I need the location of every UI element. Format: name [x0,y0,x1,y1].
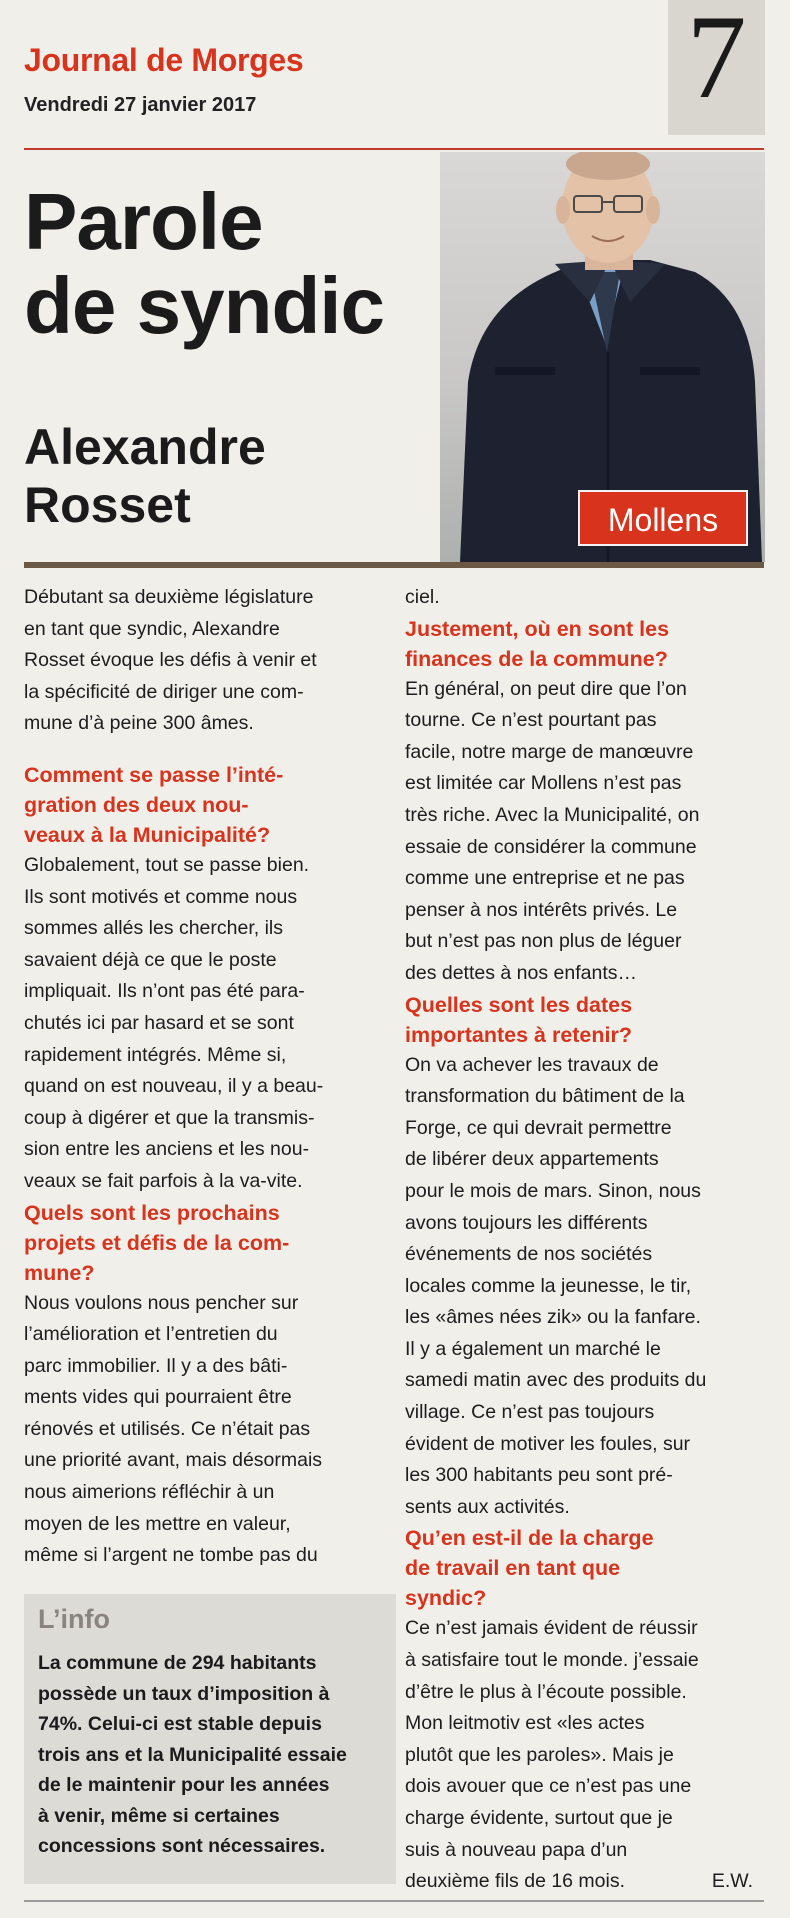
info-box-text: La commune de 294 habitants possède un taux d’imposition à 74%. Celui-ci est stable depuis trois ans et la Municipalité essaie de le maintenir pour les années à venir, même si certaines concessions sont nécessaires. [38,1652,347,1857]
headline-rule [24,562,764,568]
headline-line-2: de syndic [24,261,385,350]
question-heading: Comment se passe l’inté- gration des deux nou- veaux à la Municipalité? [24,762,284,847]
header-rule [24,148,764,150]
author-signature: E.W. [711,1870,753,1893]
answer-paragraph: En général, on peut dire que l’on tourne. Ce n’est pourtant pas facile, notre marge de manœuvre est limitée car Mollens n’est pas très riche. Avec la Municipalité, on essaie de considérer la commune comme une entreprise et ne pas penser à nos intérêts privés. Le but n’est pas non plus de léguer des dettes à nos enfants… [405,677,700,984]
info-box [24,1594,396,1884]
author-name [24,418,266,534]
author-last-name: Rosset [24,477,191,533]
info-box-title: L’info [38,1604,110,1634]
question-heading: Qu’en est-il de la charge de travail en tant que syndic? [405,1526,654,1611]
article-column-right [405,582,767,1898]
answer-paragraph: Ce n’est jamais évident de réussir à satisfaire tout le monde. j’essaie d’être le plus à l’écoute possible. Mon leitmotiv est «les actes plutôt que les paroles». Mais je dois avouer que ce n’est pas une charge évidente, surtout que je suis à nouveau papa d’un deuxième fils de 16 mois. E.W. [405,1613,767,1897]
question-heading: Justement, où en sont les finances de la commune? [405,616,670,671]
intro-paragraph: Débutant sa deuxième législature en tant que syndic, Alexandre Rosset évoque les défis à venir et la spécificité de diriger une com- mune d’à peine 300 âmes. [24,586,317,735]
headline-line-1: Parole [24,177,263,266]
footer-rule [24,1900,764,1902]
question-heading: Quelles sont les dates importantes à retenir? [405,992,633,1047]
newspaper-name: Journal de Morges [24,42,304,78]
author-first-name: Alexandre [24,419,266,475]
answer-paragraph: Globalement, tout se passe bien. Ils sont motivés et comme nous sommes allés les chercher, ils savaient déjà ce que le poste impliquait. Ils n’ont pas été para- chutés ici par hasard et se sont rapidement intégrés. Même si, quand on est nouveau, il y a beau- coup à digérer et que la transmis- sion entre les anciens et les nou- veaux se fait parfois à la va-vite. [24,853,324,1192]
article-column-left [24,582,396,1572]
issue-date: Vendredi 27 janvier 2017 [24,94,257,116]
answer-continuation: ciel. [405,586,440,608]
headline [24,177,385,350]
page-number: 7 [686,0,747,123]
answer-paragraph: Nous voulons nous pencher sur l’amélioration et l’entretien du parc immobilier. Il y a des bâti- ments vides qui pourraient être rénovés et utilisés. Ce n’était pas une priorité avant, mais désormais nous aimerions réfléchir à un moyen de les mettre en valeur, même si l’argent ne tombe pas du [24,1291,323,1567]
location-label: Mollens [578,490,748,546]
question-heading: Quels sont les prochains projets et défis de la com- mune? [24,1200,290,1285]
answer-paragraph: On va achever les travaux de transformation du bâtiment de la Forge, ce qui devrait permettre de libérer deux appartements pour le mois de mars. Sinon, nous avons toujours les différents événements de nos sociétés locales comme la jeunesse, le tir, les «âmes nées zik» ou la fanfare. Il y a également un marché le samedi matin avec des produits du village. Ce n’est pas toujours évident de motiver les foules, sur les 300 habitants peu sont pré- sents aux activités. [405,1053,707,1518]
